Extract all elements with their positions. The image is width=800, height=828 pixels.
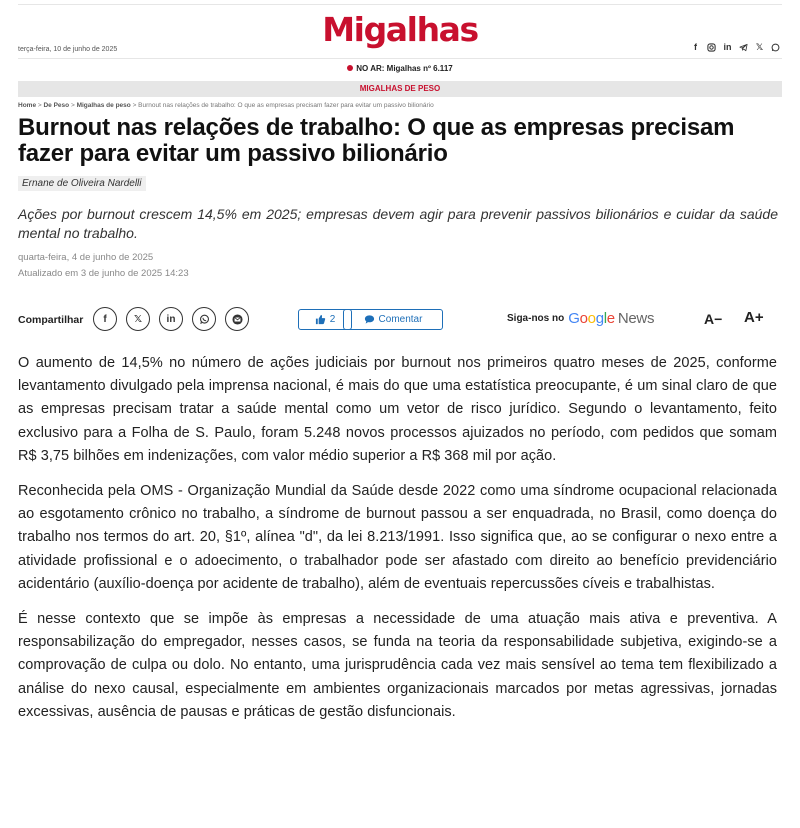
font-increase-button[interactable]: A+ xyxy=(744,309,764,326)
article-paragraph: O aumento de 14,5% no número de ações judiciais por burnout nos primeiros quatro meses de 2025, conforme levantamento divulgado pela imprensa nacional, é mais do que uma estatística preocupante, é um sinal claro de que as empresas precisam tratar a saúde mental como um vetor de risco jurídico. Segundo o levantamento, feito exclusivo para a Folha de S. Paulo, foram 5.248 novos processos ajuizados no período, com pedidos que somam R$ 3,75 bilhões em indenizações, com valor médio superior a R$ 368 mil por ação. xyxy=(18,355,777,464)
article-title: Burnout nas relações de trabalho: O que as empresas precisam fazer para evitar um passivo bilionário xyxy=(18,114,735,167)
share-label: Compartilhar xyxy=(18,314,84,326)
article-paragraph: É nesse contexto que se impõe às empresas a necessidade de uma atuação mais ativa e preventiva. A responsabilização do empregador, nesses casos, se funda na teoria da responsabilidade subjetiva, exigindo-se a comprovação de culpa ou dolo. No entanto, uma jurisprudência cada vez mais sensível ao tema tem flexibilizado a análise do nexo causal, especialmente em ambientes organizacionais marcados por metas agressivas, jornadas excessivas, ausência de pausas e práticas de gestão disfuncionais. xyxy=(18,611,777,720)
breadcrumb-de-peso[interactable]: De Peso xyxy=(43,102,70,109)
facebook-icon: f xyxy=(103,313,107,325)
logo-text: Migalhas xyxy=(322,10,478,49)
article-body xyxy=(18,352,777,736)
breadcrumb-separator: > xyxy=(70,102,75,109)
follow-label: Siga-nos no xyxy=(507,313,565,324)
share-whatsapp-button[interactable] xyxy=(192,307,216,331)
share-buttons xyxy=(93,307,249,331)
comment-button[interactable] xyxy=(343,309,443,330)
comment-icon xyxy=(364,314,375,325)
breadcrumb-migalhas-de-peso[interactable]: Migalhas de peso xyxy=(76,102,131,109)
breadcrumb xyxy=(18,102,434,109)
x-icon: 𝕏 xyxy=(133,313,143,325)
current-date: terça-feira, 10 de junho de 2025 xyxy=(18,46,118,53)
breadcrumb-current: Burnout nas relações de trabalho: O que as empresas precisam fazer para evitar um passivo bilionário xyxy=(138,102,434,109)
share-email-button[interactable] xyxy=(225,307,249,331)
section-label: MIGALHAS DE PESO xyxy=(359,84,441,93)
linkedin-icon: in xyxy=(166,313,176,325)
section-banner[interactable] xyxy=(18,81,782,97)
article-toolbar xyxy=(18,307,778,333)
breadcrumb-separator: > xyxy=(37,102,42,109)
top-divider xyxy=(18,4,782,5)
author-tag[interactable]: Ernane de Oliveira Nardelli xyxy=(18,176,146,191)
font-decrease-button[interactable]: A− xyxy=(704,311,723,327)
like-count: 2 xyxy=(329,314,336,325)
google-news-follow[interactable] xyxy=(507,310,654,327)
thumbs-up-icon xyxy=(315,314,326,325)
facebook-icon[interactable]: f xyxy=(694,42,697,52)
share-facebook-button[interactable] xyxy=(93,307,117,331)
share-linkedin-button[interactable] xyxy=(159,307,183,331)
breadcrumb-separator: > xyxy=(132,102,137,109)
linkedin-icon[interactable]: in xyxy=(723,42,732,52)
comment-label: Comentar xyxy=(378,314,423,325)
site-logo[interactable] xyxy=(0,10,800,49)
telegram-icon[interactable] xyxy=(739,42,748,53)
article-paragraph: Reconhecida pela OMS - Organização Mundial da Saúde desde 2022 como uma síndrome ocupacional relacionada ao esgotamento crônico no trabalho, a síndrome de burnout passou a ser enquadrada, no Brasil, como doença do trabalho nos termos do art. 20, §1º, alínea "d", da lei 8.213/1991. Isso significa que, ao se configurar o nexo entre a atividade profissional e o adoecimento, o trabalhador pode ser afastado com direito ao benefício previdenciário acidentário (auxílio-doença por acidente de trabalho), além de eventuais repercussões cíveis e trabalhistas. xyxy=(18,483,777,592)
google-news-logo: Google News xyxy=(568,310,655,327)
header-social-links xyxy=(691,42,780,53)
updated-date: Atualizado em 3 de junho de 2025 14:23 xyxy=(18,268,189,279)
article-lead: Ações por burnout crescem 14,5% em 2025; empresas devem agir para prevenir passivos bilionários e cuidar da saúde mental no trabalho. xyxy=(18,206,778,241)
whatsapp-icon xyxy=(199,314,210,325)
published-date: quarta-feira, 4 de junho de 2025 xyxy=(18,252,154,263)
on-air-banner[interactable] xyxy=(0,64,800,73)
share-x-button[interactable] xyxy=(126,307,150,331)
email-icon xyxy=(232,314,243,325)
header-divider xyxy=(18,58,782,59)
x-icon[interactable]: 𝕏 xyxy=(755,42,764,52)
live-dot-icon xyxy=(347,65,353,71)
whatsapp-icon[interactable] xyxy=(771,42,780,53)
on-air-text: NO AR: Migalhas nº 6.117 xyxy=(356,64,453,73)
breadcrumb-home[interactable]: Home xyxy=(18,102,37,109)
instagram-icon[interactable] xyxy=(707,42,716,53)
